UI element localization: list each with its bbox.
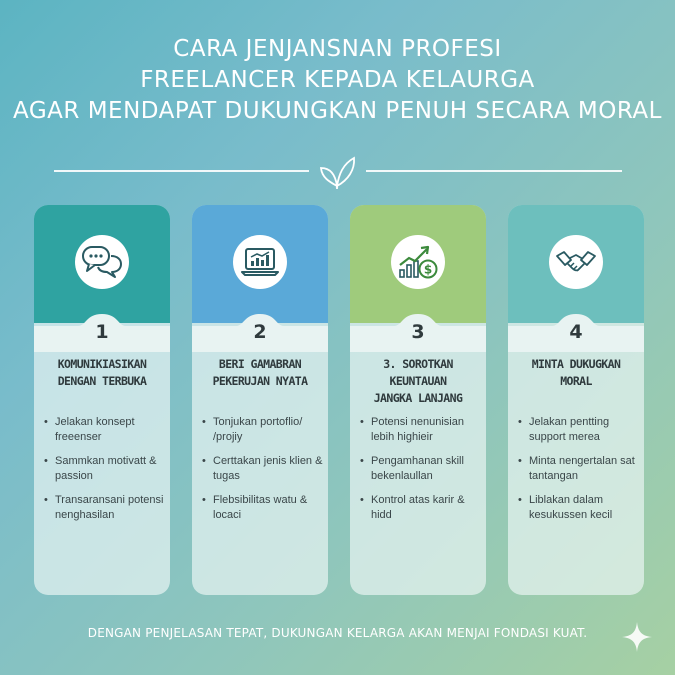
list-item: • Jelakan konsept freeenser (44, 415, 166, 445)
card-1-bullets (44, 415, 166, 532)
svg-text:$: $ (423, 262, 433, 277)
card-3-bullets (360, 415, 482, 532)
sparkle-icon (621, 621, 653, 653)
card-2-icon-circle (233, 235, 287, 289)
title-line-3: AGAR MENDAPAT DUKUNGKAN PENUH SECARA MORAL (13, 98, 662, 124)
card-3-title (354, 356, 482, 407)
list-item: • Minta nengertalan sat tantangan (518, 454, 640, 484)
card-4-title (512, 356, 640, 390)
card-1-title-line-2: DENGAN TERBUKA (57, 374, 147, 388)
card-2-bullets (202, 415, 324, 532)
card-2-number: 2 (253, 321, 267, 343)
card-2-title (196, 356, 324, 390)
card-2-title-line-1: BERI GAMABRAN (218, 357, 302, 371)
footer-note: DENGAN PENJELASAN TEPAT, DUKUNGAN KELARGA AKAN MENJAI FONDASI KUAT. (87, 626, 588, 640)
divider-right (366, 170, 622, 172)
growth-money-icon (397, 243, 439, 281)
list-item: • Flebsibilitas watu & locaci (202, 493, 324, 523)
list-item: • Kontrol atas karir & hidd (360, 493, 482, 523)
card-4-bullets (518, 415, 640, 532)
card-3 (350, 205, 486, 595)
leaf-icon (312, 152, 362, 190)
list-item: • Liblakan dalam kesukussen kecil (518, 493, 640, 523)
laptop-chart-icon (240, 246, 280, 278)
card-1-title-line-1: KOMUNIKIASIKAN (57, 357, 147, 371)
card-4 (508, 205, 644, 595)
card-2-title-line-2: PEKERUJAN NYATA (212, 374, 308, 388)
list-item: • Certtakan jenis klien & tugas (202, 454, 324, 484)
card-1-icon-circle (75, 235, 129, 289)
card-1-title (38, 356, 166, 390)
card-2 (192, 205, 328, 595)
chat-bubbles-icon (81, 244, 123, 280)
list-item: • Pengamhanan skill bekenlaullan (360, 454, 482, 484)
list-item: • Sammkan motivatt & passion (44, 454, 166, 484)
card-1-number: 1 (95, 321, 109, 343)
page-title (0, 34, 675, 127)
title-line-2: FREELANCER KEPADA KELAURGA (140, 67, 535, 93)
card-3-title-line-1: 3. SOROTKAN KEUNTAUAN (383, 357, 453, 388)
card-4-icon-circle (549, 235, 603, 289)
list-item: • Tonjukan portoflio/ /projiy (202, 415, 324, 445)
card-3-icon-circle (391, 235, 445, 289)
card-3-number: 3 (411, 321, 425, 343)
list-item: • Jelakan pentting support merea (518, 415, 640, 445)
card-3-title-line-2: JANGKA LANJANG (373, 391, 463, 405)
card-4-title-line-2: MORAL (560, 374, 592, 388)
card-4-title-line-1: MINTA DUKUGKAN (531, 357, 621, 371)
handshake-icon (555, 246, 597, 278)
list-item: • Potensi nenunisian lebih highieir (360, 415, 482, 445)
card-1 (34, 205, 170, 595)
title-line-1: CARA JENJANSNAN PROFESI (173, 36, 502, 62)
card-4-number: 4 (569, 321, 583, 343)
divider-left (54, 170, 309, 172)
list-item: • Transaransani potensi nenghasilan (44, 493, 166, 523)
